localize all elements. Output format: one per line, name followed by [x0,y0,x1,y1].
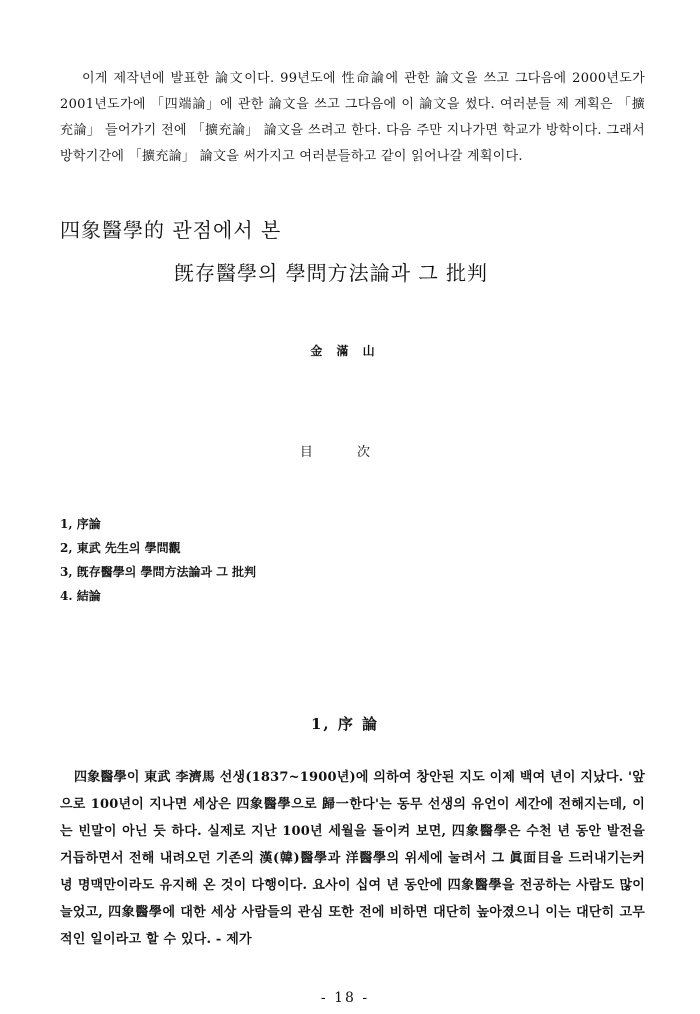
author-name: 金 滿 山 [310,344,380,358]
paper-title-line-1: 四象醫學的 관점에서 본 [60,218,282,242]
toc-heading: 目 次 [299,445,391,460]
toc-item-3: 3, 旣存醫學의 學問方法論과 그 批判 [60,565,257,579]
intro-paragraph: 이게 제작년에 발표한 論文이다. 99년도에 性命論에 관한 論文을 쓰고 그다음에 2000년도가 2001년도가에 「四端論」에 관한 論文을 쓰고 그다음에 이 論文을 썼다. 여러분들 제 계획은 「擴充論」 들어가기 전에 「擴充論」 論文을 쓰려고 한다. 다음 주만 지나가면 학교가 방학이다. 그래서 방학기간에 「擴充論」 論文을 써가지고 여러분들하고 같이 읽어나갈 계획이다. [60,71,645,164]
toc-item-4: 4. 結論 [60,589,101,603]
intro-section [60,66,645,170]
toc-item-1: 1, 序論 [60,517,101,531]
section-paragraph: 四象醫學이 東武 李濟馬 선생(1837~1900년)에 의하여 창안된 지도 이제 백여 년이 지났다. '앞으로 100년이 지나면 세상은 四象醫學으로 歸一한다'는 동무 선생의 유언이 세간에 전해지는데, 이는 빈말이 아닌 듯 하다. 실제로 지난 100년 세월을 돌이켜 보면, 四象醫學은 수천 년 동안 발전을 거듭하면서 전해 내려오던 기존의 漢(韓)醫學과 洋醫學의 위세에 눌려서 그 眞面目을 드러내기는커녕 명맥만이라도 유지해 온 것이 다행이다. 요사이 십여 년 동안에 四象醫學을 전공하는 사람도 많이 늘었고, 四象醫學에 대한 세상 사람들의 관심 또한 전에 비하면 대단히 높아졌으니 이는 대단히 고무적인 일이라고 할 수 있다. - 제가 [60,770,645,947]
table-of-contents [60,512,256,608]
paper-title-line-2: 旣存醫學의 學問方法論과 그 批判 [174,261,489,285]
page-number: - 18 - [320,990,370,1006]
section-body [60,764,645,953]
toc-item-2: 2, 東武 先生의 學問觀 [60,541,181,555]
section-heading: 1, 序 論 [310,715,380,733]
